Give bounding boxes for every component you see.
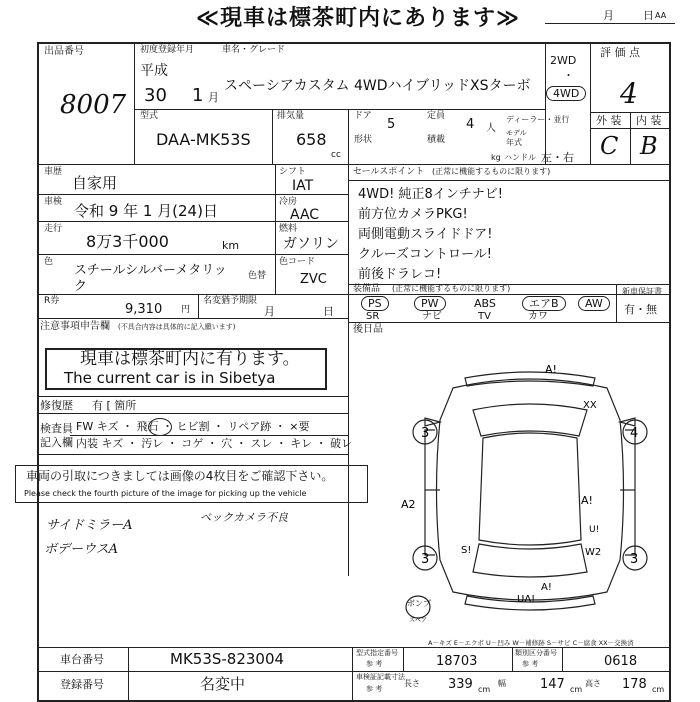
divider — [348, 180, 671, 181]
handwritten-1: サイドミラーA — [46, 518, 133, 533]
category-sub: 参 考 — [522, 660, 539, 668]
length-unit: cm — [478, 685, 491, 694]
notes-label: 注意事項申告欄 — [40, 321, 110, 332]
selling-point-3: 両側電動スライドドア! — [358, 227, 493, 242]
type-designation-sub: 参 考 — [366, 660, 383, 668]
displacement-unit: cc — [331, 150, 341, 160]
model-year-label1: モデル — [506, 129, 527, 137]
registration-label: 初度登録年月 — [140, 45, 195, 55]
equip-tv: TV — [478, 311, 491, 322]
divider — [37, 454, 348, 455]
color-code-label: 色コード — [279, 257, 316, 267]
drive-sep: ・ — [563, 69, 574, 82]
aircon-value: AAC — [290, 207, 320, 223]
fuel-label: 燃料 — [279, 224, 298, 234]
category-value: 0618 — [604, 654, 638, 669]
divider — [37, 413, 348, 414]
capacity-label: 定員 — [427, 111, 446, 121]
height-unit: cm — [652, 685, 665, 694]
divider — [70, 435, 348, 436]
pickup-notice-en: Please check the fourth picture of the image for picking up the vehicle — [24, 489, 307, 498]
model-year-label2: 年式 — [506, 138, 522, 147]
capacity-unit: 人 — [486, 123, 496, 134]
displacement-label: 排気量 — [277, 111, 305, 121]
drive-4wd: 4WD — [546, 86, 586, 101]
divider — [37, 671, 671, 672]
selling-point-1: 4WD! 純正8インチナビ! — [358, 187, 503, 202]
registration-year: 30 — [144, 85, 167, 106]
dimensions-label: 車検証記載寸法 — [356, 673, 405, 681]
diagram-tire-rl: 3 — [421, 552, 430, 567]
stamp-en: The current car is in Sibetya — [64, 369, 276, 387]
height-label: 高さ — [585, 679, 601, 688]
equip-airbag: エアB — [522, 296, 566, 311]
divider — [37, 194, 348, 195]
payload-unit: kg — [491, 153, 501, 162]
diagram-xx: XX — [583, 400, 597, 411]
inspector-label-1: 検査員 — [40, 422, 73, 435]
diagram-top: A! — [545, 363, 557, 376]
type-label: 型式 — [140, 111, 159, 121]
fuel-value: ガソリン — [283, 236, 339, 252]
type-designation-label: 型式指定番号 — [356, 649, 398, 657]
lot-label: 出品番号 — [44, 46, 84, 57]
lot-value: 8007 — [60, 90, 127, 120]
notes-note: (不具合内容は具体的に記入願います) — [118, 323, 236, 331]
shift-label: シフト — [279, 167, 307, 177]
grade-label: 評 価 点 — [600, 46, 640, 59]
reg-number-value: 名変中 — [200, 675, 246, 693]
equipment-label: 装備品 — [353, 284, 381, 294]
afterday-label: 後日品 — [353, 324, 383, 335]
date-suffix: AA — [655, 11, 667, 20]
divider — [545, 42, 546, 164]
chassis-label: 車台番号 — [60, 653, 104, 666]
date-underline — [545, 23, 675, 24]
selling-points-label: セールスポイント — [353, 167, 425, 177]
inspection-value: 令和 9 年 1 月(24)日 — [74, 202, 218, 220]
category-label: 類別区分番号 — [515, 649, 557, 657]
spare-sub: スペア — [409, 617, 428, 624]
divider — [37, 396, 348, 397]
dealer-label: ディーラー・並行 — [506, 115, 570, 124]
divider — [37, 647, 671, 648]
color-label: 色 — [44, 257, 54, 267]
divider — [562, 647, 563, 671]
aircon-label: 冷房 — [279, 197, 298, 207]
reg-number-label: 登録番号 — [60, 678, 104, 691]
drive-2wd: 2WD — [550, 54, 577, 67]
date-day: 日 — [643, 9, 654, 22]
displacement-value: 658 — [296, 130, 327, 149]
divider — [198, 294, 199, 318]
handwritten-2: ボデーウスA — [44, 542, 118, 557]
divider — [37, 254, 348, 255]
diagram-right: A! — [581, 494, 593, 507]
inspector-row-1: FW キズ ・ 飛石 ・ ヒビ割 ・ リペア跡 ・ ×要 — [76, 420, 310, 433]
equip-aw: AW — [578, 296, 610, 311]
diagram-bottom: A! — [541, 582, 552, 593]
diagram-tire-fl: 3 — [421, 426, 430, 441]
registration-era: 平成 — [140, 63, 168, 79]
warranty-label: 新車保証書 — [622, 287, 662, 296]
deadline-label: 名変猶予期限 — [203, 296, 258, 306]
pickup-notice-jp: 車両の引取につきましては画像の4枚目をご確認下さい。 — [26, 469, 334, 483]
divider — [512, 647, 513, 671]
spare-label: ボンプ — [407, 599, 431, 608]
repair-value: 有 [ 箇所 — [92, 399, 137, 412]
deadline-month: 月 — [264, 305, 275, 318]
diagram-tire-rr: 3 — [630, 552, 639, 567]
exterior-label: 外 装 — [596, 114, 622, 127]
height-value: 178 — [622, 677, 647, 692]
equip-navi: ナビ — [422, 311, 442, 322]
divider — [37, 318, 348, 319]
width-label: 幅 — [498, 679, 506, 688]
chassis-value: MK53S-823004 — [170, 650, 285, 668]
steering-label: ハンドル — [504, 153, 536, 162]
exterior-value: C — [600, 132, 619, 160]
interior-value: B — [640, 132, 658, 160]
selling-point-4: クルーズコントロール! — [358, 247, 492, 262]
divider — [348, 322, 671, 323]
mileage-value: 8万3千000 — [86, 232, 169, 251]
type-designation-value: 18703 — [436, 654, 478, 669]
diagram-u1: U! — [589, 525, 600, 535]
diagram-tire-fr: 4 — [630, 426, 639, 441]
damage-legend: A－キズ E－エクボ U－凹み W－補修跡 S－サビ C－腐食 XX－交換済 — [428, 639, 634, 647]
divider — [272, 109, 273, 164]
color-value-2: ク — [74, 279, 88, 294]
length-value: 339 — [448, 677, 473, 692]
stamp-jp: 現車は標茶町内に有ります。 — [80, 349, 300, 369]
model-value: スペーシアカスタム 4WDハイブリッドXSターボ — [224, 78, 531, 94]
mileage-label: 走行 — [44, 224, 63, 234]
divider — [590, 42, 591, 164]
inspector-row-2: 内装 キズ ・ 汚レ ・ コゲ ・ 穴 ・ スレ ・ キレ ・ 破レ — [76, 437, 353, 450]
steering-value: 左・右 — [541, 151, 574, 164]
divider — [590, 128, 671, 129]
divider — [37, 164, 671, 165]
shift-value: IAT — [292, 178, 314, 194]
history-label: 車歴 — [44, 167, 63, 177]
history-value: 自家用 — [72, 174, 118, 192]
equip-ps: PS — [361, 296, 389, 311]
date-month: 月 — [603, 9, 614, 22]
divider — [630, 112, 631, 164]
dimensions-sub: 参 考 — [366, 685, 383, 693]
divider — [134, 42, 135, 164]
divider — [37, 294, 671, 295]
equip-sr: SR — [366, 311, 380, 322]
diagram-s1: S! — [461, 545, 472, 556]
grade-value: 4 — [620, 77, 638, 110]
equipment-note: (正常に機能するものに限ります) — [392, 284, 511, 293]
equip-pw: PW — [414, 296, 446, 311]
length-label: 長さ — [404, 679, 420, 688]
selling-points-note: (正常に機能するものに限ります) — [432, 167, 551, 176]
inspection-label: 車検 — [44, 197, 63, 207]
width-unit: cm — [570, 685, 583, 694]
divider — [616, 284, 617, 322]
registration-month-unit: 月 — [208, 91, 219, 104]
diagram-ua1: UA! — [517, 594, 536, 605]
doors-value: 5 — [387, 117, 396, 132]
selling-point-5: 前後ドラレコ! — [358, 267, 442, 282]
diagram-w2: W2 — [585, 547, 602, 558]
interior-label: 内 装 — [636, 114, 662, 127]
handwritten-3: ベックカメラ不良 — [200, 511, 288, 524]
equip-abs: ABS — [474, 297, 496, 310]
color-value-1: スチールシルバーメタリッ — [74, 263, 227, 278]
warranty-value: 有・無 — [624, 303, 657, 316]
recycle-label: R券 — [44, 296, 60, 306]
mileage-unit: km — [222, 239, 240, 252]
circle-mark — [148, 418, 172, 436]
divider — [352, 647, 353, 702]
selling-point-2: 前方位カメラPKG! — [358, 207, 468, 222]
deadline-day: 日 — [323, 305, 334, 318]
divider — [348, 164, 349, 576]
payload-label: 積載 — [427, 135, 446, 145]
doors-label: ドア — [354, 111, 372, 121]
color-change-label: 色替 — [248, 271, 267, 281]
divider — [275, 164, 276, 294]
divider — [134, 109, 545, 110]
inspector-label-2: 記入欄 — [40, 436, 73, 449]
registration-month: 1 — [192, 85, 204, 106]
width-value: 147 — [540, 677, 565, 692]
equip-leather: カワ — [528, 311, 548, 322]
capacity-value: 4 — [466, 117, 475, 132]
body-shape-label: 形状 — [354, 135, 373, 145]
page-title: ≪現車は標茶町内にあります≫ — [196, 6, 521, 31]
divider — [348, 109, 349, 164]
car-damage-diagram — [395, 360, 665, 625]
model-label: 車名・グレード — [222, 45, 286, 55]
divider — [403, 647, 404, 671]
type-value: DAA-MK53S — [156, 130, 251, 149]
recycle-unit: 円 — [181, 305, 191, 315]
divider — [128, 647, 129, 702]
repair-label: 修復歴 — [40, 399, 73, 412]
recycle-value: 9,310 — [125, 302, 163, 317]
color-code-value: ZVC — [300, 272, 327, 287]
diagram-left: A2 — [401, 498, 416, 511]
